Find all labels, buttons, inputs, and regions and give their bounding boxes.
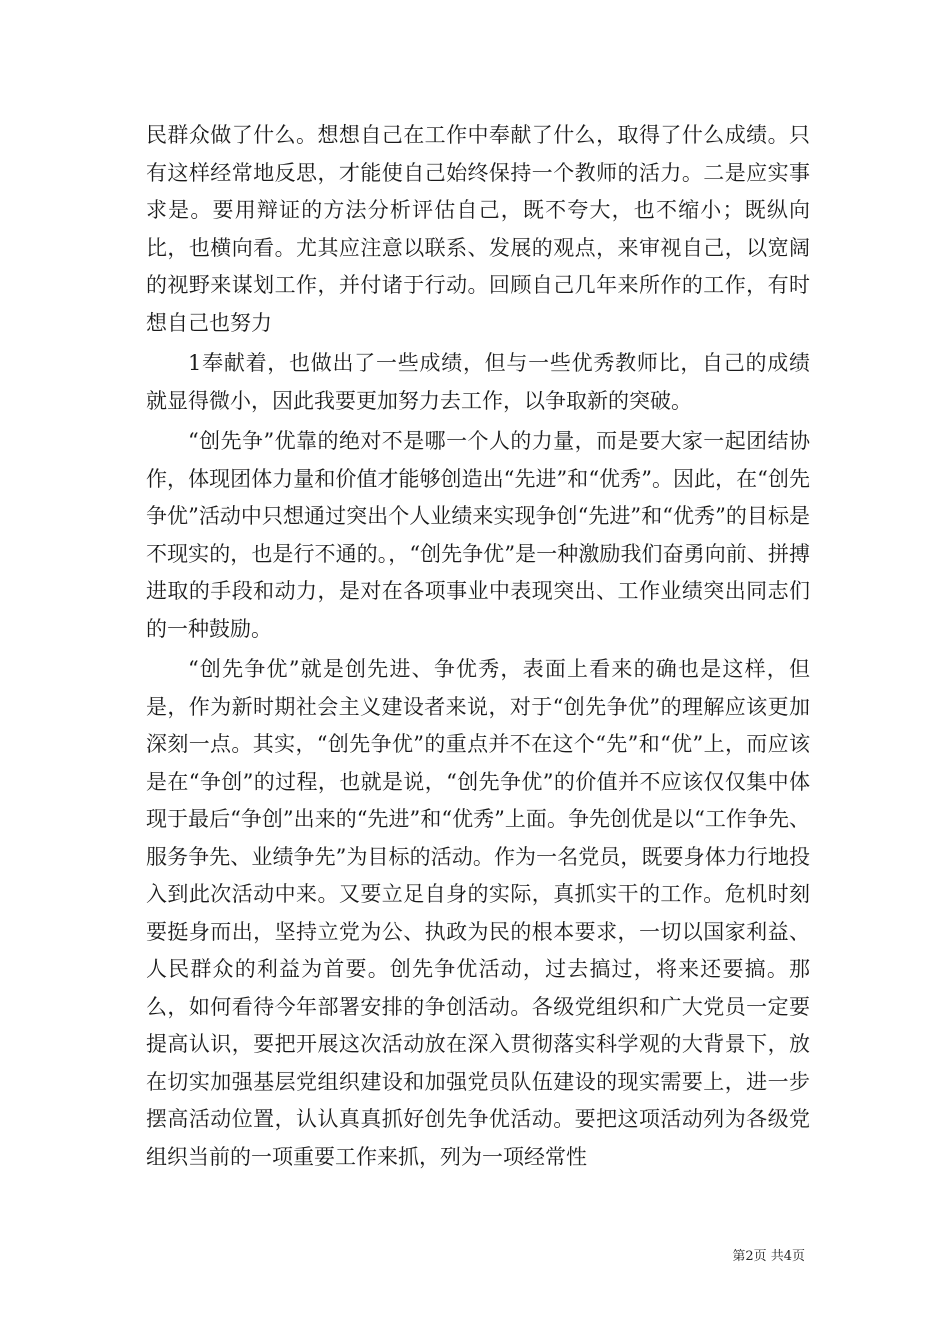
body-text — [146, 117, 810, 1176]
paragraph-3: “创先争”优靠的绝对不是哪一个人的力量，而是要大家一起团结协作，体现团体力量和价值才能够创造出“先进”和“优秀”。因此，在“创先争优”活动中只想通过突出个人业绩来实现争创“先进”和“优秀”的目标是不现实的，也是行不通的。，“创先争优”是一种激励我们奋勇向前、拼搏进取的手段和动力，是对在各项事业中表现突出、工作业绩突出同志们的一种鼓励。 — [146, 429, 810, 641]
paragraph-1: 民群众做了什么。想想自己在工作中奉献了什么，取得了什么成绩。只有这样经常地反思，才能使自己始终保持一个教师的活力。二是应实事求是。要用辩证的方法分析评估自己，既不夸大，也不缩小；既纵向比，也横向看。尤其应注意以联系、发展的观点，来审视自己，以宽阔的视野来谋划工作，并付诸于行动。回顾自己几年来所作的工作，有时想自己也努力 — [146, 123, 810, 335]
page-number: 第2页 共4页 — [732, 1249, 805, 1264]
paragraph-2: 1奉献着，也做出了一些成绩，但与一些优秀教师比，自己的成绩就显得微小，因此我要更加努力去工作，以争取新的突破。 — [146, 351, 810, 413]
paragraph-4: “创先争优”就是创先进、争优秀，表面上看来的确也是这样，但是，作为新时期社会主义建设者来说，对于“创先争优”的理解应该更加深刻一点。其实，“创先争优”的重点并不在这个“先”和“优”上，而应该是在“争创”的过程，也就是说，“创先争优”的价值并不应该仅仅集中体现于最后“争创”出来的“先进”和“优秀”上面。争先创优是以“工作争先、服务争先、业绩争先”为目标的活动。作为一名党员，既要身体力行地投入到此次活动中来。又要立足自身的实际，真抓实干的工作。危机时刻要挺身而出，坚持立党为公、执政为民的根本要求，一切以国家利益、人民群众的利益为首要。创先争优活动，过去搞过，将来还要搞。那么，如何看待今年部署安排的争创活动。各级党组织和广大党员一定要提高认识，要把开展这次活动放在深入贯彻落实科学观的大背景下，放在切实加强基层党组织建设和加强党员队伍建设的现实需要上，进一步摆高活动位置，认认真真抓好创先争优活动。要把这项活动列为各级党组织当前的一项重要工作来抓，列为一项经常性 — [146, 657, 810, 1169]
